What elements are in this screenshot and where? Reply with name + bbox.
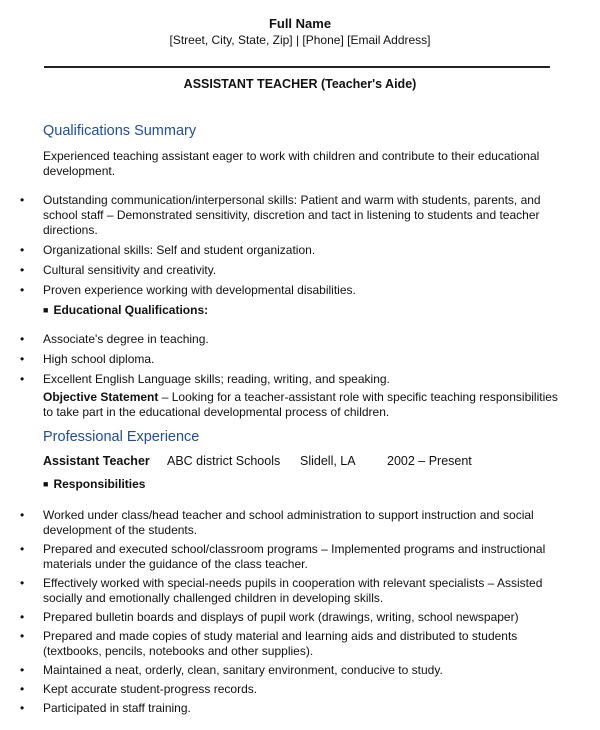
square-bullet-icon: ■ bbox=[43, 305, 49, 315]
list-item bbox=[0, 682, 560, 697]
list-item-text: Proven experience working with developmental disabilities. bbox=[43, 283, 356, 297]
bullet-icon: • bbox=[20, 263, 25, 277]
bullet-icon: • bbox=[20, 352, 25, 366]
list-item bbox=[0, 332, 560, 347]
list-item-text: Maintained a neat, orderly, clean, sanitary environment, conducive to study. bbox=[43, 663, 443, 677]
list-item-text: High school diploma. bbox=[43, 352, 155, 366]
experience-role: Assistant Teacher bbox=[43, 454, 150, 468]
list-item-text: Prepared and executed school/classroom programs – Implemented programs and instructional materials under the guidance of the class teacher. bbox=[43, 542, 546, 571]
list-item bbox=[0, 542, 560, 572]
responsibilities-heading bbox=[43, 477, 145, 491]
education-list bbox=[0, 332, 560, 387]
list-item-text: Worked under class/head teacher and school administration to support instruction and social development of the students. bbox=[43, 508, 534, 537]
bullet-icon: • bbox=[20, 610, 25, 624]
objective-label: Objective Statement bbox=[43, 390, 159, 404]
header-divider bbox=[44, 66, 550, 68]
experience-dates: 2002 – Present bbox=[387, 454, 472, 468]
responsibilities-heading-text: Responsibilities bbox=[53, 477, 146, 491]
list-item-text: Prepared bulletin boards and displays of pupil work (drawings, writing, school newspaper) bbox=[43, 610, 519, 624]
square-bullet-icon: ■ bbox=[43, 479, 49, 489]
list-item-text: Outstanding communication/interpersonal skills: Patient and warm with students, parents, and school staff – Demonstrated sensitivity, discretion and tact in listening to students and teacher directions. bbox=[43, 193, 541, 237]
list-item bbox=[0, 243, 560, 258]
list-item-text: Organizational skills: Self and student organization. bbox=[43, 243, 316, 257]
list-item bbox=[0, 193, 560, 238]
list-item-text: Prepared and made copies of study material and learning aids and distributed to students (textbooks, pencils, notebooks and other supplies). bbox=[43, 629, 518, 658]
bullet-icon: • bbox=[20, 629, 25, 643]
list-item bbox=[0, 283, 560, 298]
list-item-text: Effectively worked with special-needs pupils in cooperation with relevant specialists – Assisted socially and emotionally challenged children in developing skills. bbox=[43, 576, 543, 605]
experience-location: Slidell, LA bbox=[300, 454, 356, 468]
list-item bbox=[0, 576, 560, 606]
list-item bbox=[0, 263, 560, 278]
resume-name: Full Name bbox=[268, 16, 332, 31]
qualifications-summary: Experienced teaching assistant eager to work with children and contribute to their educational development. bbox=[43, 149, 540, 178]
responsibilities-list bbox=[0, 508, 560, 716]
list-item bbox=[0, 610, 560, 625]
education-heading bbox=[43, 303, 208, 317]
bullet-icon: • bbox=[20, 283, 25, 297]
list-item-text: Participated in staff training. bbox=[43, 701, 191, 715]
bullet-icon: • bbox=[20, 332, 25, 346]
list-item bbox=[0, 372, 560, 387]
list-item-text: Excellent English Language skills; reading, writing, and speaking. bbox=[43, 372, 390, 386]
bullet-icon: • bbox=[20, 701, 25, 715]
qualifications-heading: Qualifications Summary bbox=[43, 123, 197, 139]
bullet-icon: • bbox=[20, 372, 25, 386]
education-heading-text: Educational Qualifications: bbox=[53, 303, 209, 317]
list-item bbox=[0, 508, 560, 538]
contact-line: [Street, City, State, Zip] | [Phone] [Email Address] bbox=[169, 33, 431, 47]
experience-employer: ABC district Schools bbox=[167, 454, 281, 468]
list-item bbox=[0, 352, 560, 367]
list-item-text: Kept accurate student-progress records. bbox=[43, 682, 258, 696]
list-item-text: Cultural sensitivity and creativity. bbox=[43, 263, 217, 277]
bullet-icon: • bbox=[20, 508, 25, 522]
objective-text: – Looking for a teacher-assistant role with specific teaching responsibilities to take part in the educational developmental process of children. bbox=[43, 390, 558, 419]
qualifications-list bbox=[0, 193, 560, 298]
objective-statement bbox=[43, 390, 563, 420]
bullet-icon: • bbox=[20, 663, 25, 677]
bullet-icon: • bbox=[20, 576, 25, 590]
list-item bbox=[0, 701, 560, 716]
bullet-icon: • bbox=[20, 193, 25, 207]
bullet-icon: • bbox=[20, 542, 25, 556]
bullet-icon: • bbox=[20, 243, 25, 257]
list-item bbox=[0, 629, 560, 659]
bullet-icon: • bbox=[20, 682, 25, 696]
list-item bbox=[0, 663, 560, 678]
position-title: ASSISTANT TEACHER (Teacher's Aide) bbox=[183, 77, 417, 91]
list-item-text: Associate's degree in teaching. bbox=[43, 332, 209, 346]
experience-heading: Professional Experience bbox=[43, 429, 200, 445]
